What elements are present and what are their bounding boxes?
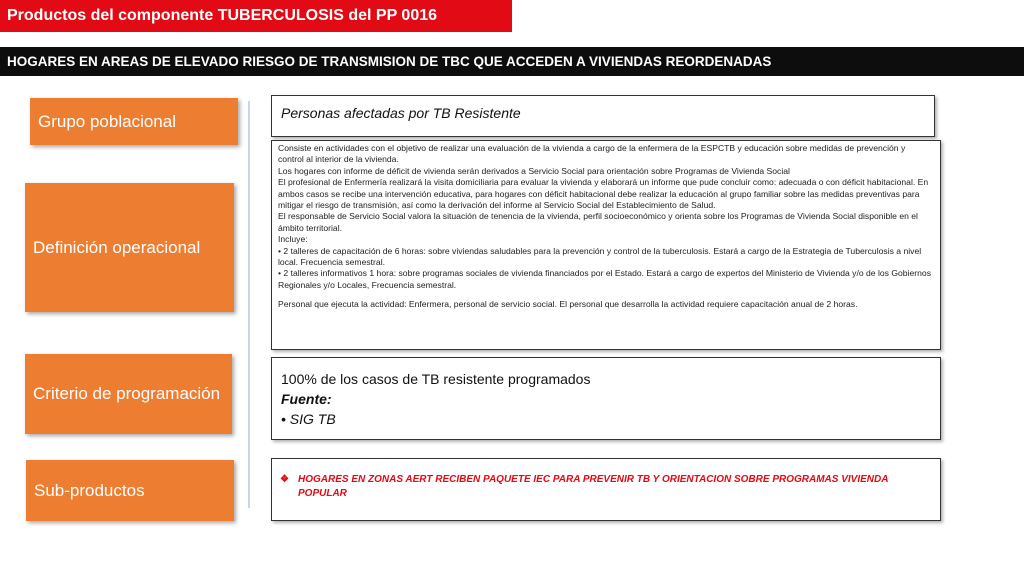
definicion-box bbox=[271, 140, 941, 350]
definicion-line: Los hogares con informe de déficit de vivienda serán derivados a Servicio Social para orientación sobre Programas de Vivienda Social bbox=[278, 165, 790, 176]
definicion-line: • 2 talleres informativos 1 hora: sobre programas sociales de vivienda financiados por el Estado. Estará a cargo de expertos del Ministerio de Vivienda y/o de los Gobiernos Regionales y/o Locales, Frecuencia semestral. bbox=[278, 268, 931, 290]
diamond-bullet-icon: ❖ bbox=[280, 474, 289, 485]
label-definicion-text: Definición operacional bbox=[33, 237, 201, 257]
criterio-line: 100% de los casos de TB resistente programados bbox=[281, 371, 591, 387]
definicion-text bbox=[272, 141, 940, 311]
fuente-label: Fuente: bbox=[281, 391, 332, 407]
definicion-line: Consiste en actividades con el objetivo de realizar una evaluación de la vivienda a cargo de la enfermera de la ESPCTB y educación sobre medidas de prevención y control al interior de la vivienda. bbox=[278, 143, 906, 165]
label-definicion-operacional bbox=[25, 183, 234, 312]
label-criterio-programacion bbox=[25, 354, 232, 434]
page-title: Productos del componente TUBERCULOSIS del PP 0016 bbox=[0, 0, 512, 32]
definicion-line: Incluye: bbox=[278, 234, 308, 245]
definicion-line: El profesional de Enfermería realizará la visita domiciliaria para evaluar la vivienda y elaborará un informe que pude concluir como: adecuada o con déficit habitacional. En ambos casos se recibe una intervención educativa, para hogares con déficit habitacional debe realizar la educación al grupo familiar sobre las medidas preventivas para mitigar el riesgo de transmisión, así como la derivación del informe al Servicio Social del Establecimiento de Salud. bbox=[278, 177, 929, 211]
definicion-footer: Personal que ejecuta la actividad: Enfermera, personal de servicio social. El personal que desarrolla la actividad requiere capacitación anual de 2 horas. bbox=[278, 299, 858, 310]
grupo-value: Personas afectadas por TB Resistente bbox=[281, 105, 521, 121]
divider-line bbox=[248, 101, 250, 508]
subproductos-box bbox=[271, 458, 941, 521]
label-grupo-text: Grupo poblacional bbox=[38, 111, 176, 131]
grupo-box bbox=[271, 95, 935, 137]
label-subproductos-text: Sub-productos bbox=[34, 480, 145, 500]
definicion-line: • 2 talleres de capacitación de 6 horas: sobre viviendas saludables para la prevención y control de la tuberculosis. Estará a cargo de la Estrategia de Tuberculosis a nivel local. Frecuencia semestral. bbox=[278, 245, 922, 268]
definicion-line: El responsable de Servicio Social valora la situación de tenencia de la vivienda, perfil socioeconómico y orienta sobre los Programas de Vivienda Social disponible en el ámbito territorial. bbox=[278, 211, 918, 233]
criterio-text bbox=[272, 358, 940, 429]
subproducto-item bbox=[272, 459, 940, 501]
fuente-item: • SIG TB bbox=[281, 411, 336, 427]
label-criterio-text: Criterio de programación bbox=[33, 384, 221, 403]
label-sub-productos bbox=[26, 460, 234, 521]
subproducto-text: HOGARES EN ZONAS AERT RECIBEN PAQUETE IEC PARA PREVENIR TB Y ORIENTACION SOBRE PROGRAMAS VIVIENDA POPULAR bbox=[298, 474, 889, 499]
criterio-box bbox=[271, 357, 941, 440]
label-grupo-poblacional bbox=[30, 98, 238, 145]
product-header: HOGARES EN AREAS DE ELEVADO RIESGO DE TRANSMISION DE TBC QUE ACCEDEN A VIVIENDAS REORDENADAS bbox=[0, 47, 1024, 76]
